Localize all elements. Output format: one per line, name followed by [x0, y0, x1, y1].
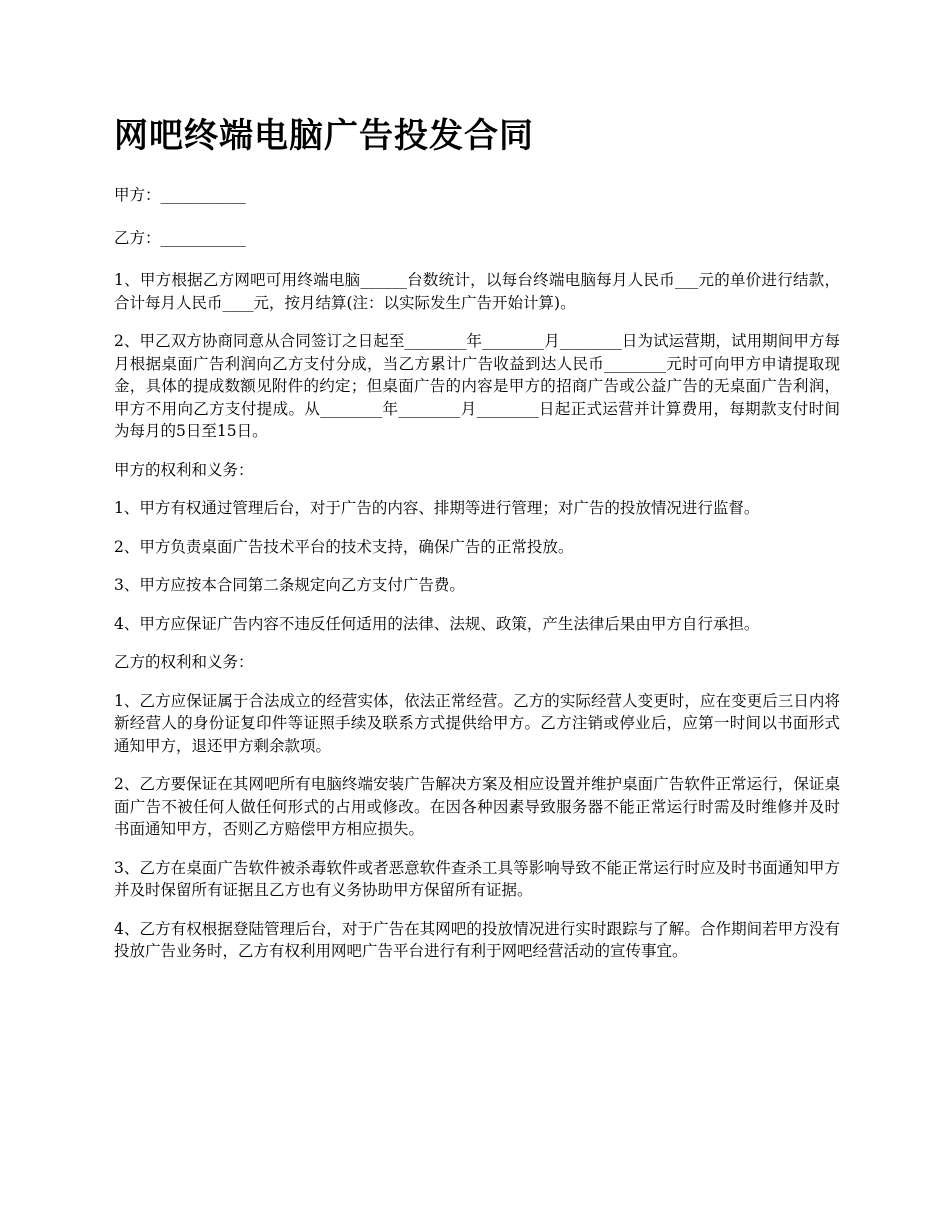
clause-2: 2、甲乙双方协商同意从合同签订之日起至________年________月________日为试运营期，试用期间甲方每月根据桌面广告利润向乙方支付分成，当乙方累计广告收益到达人民币________元时可向甲方申请提取现金，具体的提成数额见附件的约定；但桌面广告的内容是甲方的招商广告或公益广告的无桌面广告利润，甲方不用向乙方支付提成。从________年________月________日起正式运营并计算费用，每期款支付时间为每月的5日至15日。 [114, 332, 840, 440]
party-a-item-3: 3、甲方应按本合同第二条规定向乙方支付广告费。 [114, 576, 465, 594]
party-a-item-2: 2、甲方负责桌面广告技术平台的技术支持，确保广告的正常投放。 [114, 537, 574, 556]
party-a-line: 甲方：___________ [114, 186, 246, 204]
party-b-item-1: 1、乙方应保证属于合法成立的经营实体，依法正常经营。乙方的实际经营人变更时，应在变更后三日内将新经营人的身份证复印件等证照手续及联系方式提供给甲方。乙方注销或停业后，应第一时间以书面形式通知甲方，退还甲方剩余款项。 [114, 691, 840, 755]
party-b-item-2: 2、乙方要保证在其网吧所有电脑终端安装广告解决方案及相应设置并维护桌面广告软件正常运行，保证桌面广告不被任何人做任何形式的占用或修改。在因各种因素导致服务器不能正常运行时需及时维修并及时书面通知甲方，否则乙方赔偿甲方相应损失。 [114, 775, 840, 838]
party-b-line: 乙方：___________ [114, 228, 246, 247]
party-b-item-4: 4、乙方有权根据登陆管理后台，对于广告在其网吧的投放情况进行实时跟踪与了解。合作期间若甲方没有投放广告业务时，乙方有权利用网吧广告平台进行有利于网吧经营活动的宣传事宜。 [114, 919, 840, 960]
party-a-rights-heading: 甲方的权利和义务： [114, 460, 254, 479]
party-b-rights-heading: 乙方的权利和义务： [114, 653, 254, 671]
document-title: 网吧终端电脑广告投发合同 [114, 116, 534, 156]
party-a-item-1: 1、甲方有权通过管理后台，对于广告的内容、排期等进行管理；对广告的投放情况进行监督。 [114, 499, 760, 517]
clause-1: 1、甲方根据乙方网吧可用终端电脑______台数统计，以每台终端电脑每月人民币___元的单价进行结款，合计每月人民币____元，按月结算(注：以实际发生广告开始计算)。 [114, 271, 840, 312]
document-page [114, 108, 840, 979]
party-b-item-3: 3、乙方在桌面广告软件被杀毒软件或者恶意软件查杀工具等影响导致不能正常运行时应及时书面通知甲方并及时保留所有证据且乙方也有义务协助甲方保留所有证据。 [114, 858, 840, 899]
party-a-item-4: 4、甲方应保证广告内容不违反任何适用的法律、法规、政策，产生法律后果由甲方自行承担。 [114, 614, 760, 633]
